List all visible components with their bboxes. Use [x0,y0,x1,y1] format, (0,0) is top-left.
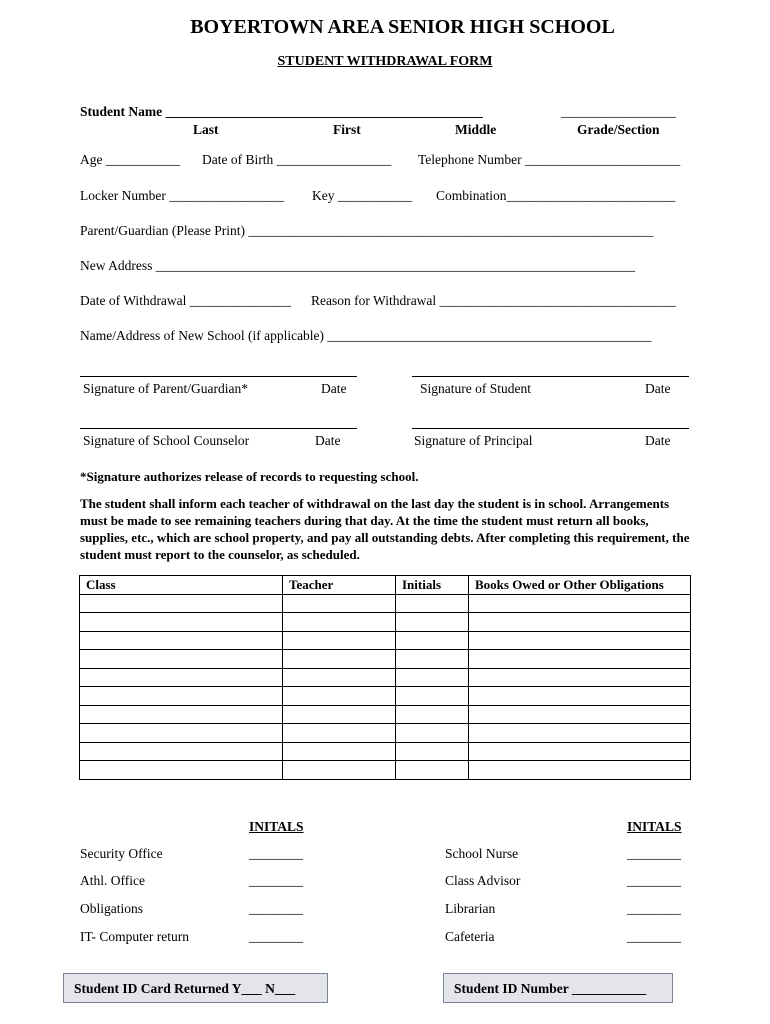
cell-obligations[interactable] [469,742,691,761]
office-athletics: Athl. Office [80,873,145,888]
cell-teacher[interactable] [283,594,396,613]
cell-class[interactable] [80,668,283,687]
header-initials: Initials [396,576,469,595]
initial-blank-athletics[interactable]: ________ [249,873,303,888]
cell-class[interactable] [80,650,283,669]
cell-teacher[interactable] [283,761,396,780]
cell-initials[interactable] [396,687,469,706]
cell-class[interactable] [80,687,283,706]
id-card-returned-box[interactable]: Student ID Card Returned Y___ N___ [63,973,328,1003]
parent-signature-line[interactable] [80,376,357,377]
initials-heading-right: INITALS [627,819,682,834]
new-address-field[interactable]: New Address _______________________________________________________________________ [80,258,635,273]
student-signature-label: Signature of Student [420,381,531,396]
cell-teacher[interactable] [283,687,396,706]
age-field[interactable]: Age ___________ [80,152,181,167]
cell-class[interactable] [80,705,283,724]
office-security: Security Office [80,846,163,861]
cell-obligations[interactable] [469,724,691,743]
cell-class[interactable] [80,613,283,632]
office-cafeteria: Cafeteria [445,929,495,944]
student-name-field[interactable]: Student Name _______________________________________________ [80,104,483,119]
cell-initials[interactable] [396,724,469,743]
key-field[interactable]: Key ___________ [312,188,413,203]
telephone-field[interactable]: Telephone Number _______________________ [418,152,681,167]
initial-blank-cafeteria[interactable]: ________ [627,929,681,944]
table-row [80,668,691,687]
cell-initials[interactable] [396,742,469,761]
cell-teacher[interactable] [283,613,396,632]
cell-obligations[interactable] [469,631,691,650]
combination-field[interactable]: Combination_________________________ [436,188,676,203]
cell-teacher[interactable] [283,650,396,669]
cell-initials[interactable] [396,594,469,613]
class-obligations-table [79,575,691,780]
cell-teacher[interactable] [283,742,396,761]
dob-field[interactable]: Date of Birth _________________ [202,152,392,167]
counselor-date-label: Date [315,433,341,448]
principal-signature-line[interactable] [412,428,689,429]
label-first: First [333,122,361,137]
header-teacher: Teacher [283,576,396,595]
locker-field[interactable]: Locker Number _________________ [80,188,284,203]
office-librarian: Librarian [445,901,496,916]
office-it-computer: IT- Computer return [80,929,189,944]
student-date-label: Date [645,381,671,396]
label-middle: Middle [455,122,497,137]
cell-obligations[interactable] [469,705,691,724]
cell-teacher[interactable] [283,724,396,743]
cell-initials[interactable] [396,705,469,724]
cell-initials[interactable] [396,650,469,669]
grade-section-field[interactable]: _________________ [561,104,676,119]
counselor-signature-label: Signature of School Counselor [83,433,250,448]
cell-class[interactable] [80,761,283,780]
cell-class[interactable] [80,631,283,650]
student-signature-line[interactable] [412,376,689,377]
table-row [80,687,691,706]
table-row [80,594,691,613]
parent-signature-label: Signature of Parent/Guardian* [83,381,248,396]
cell-teacher[interactable] [283,668,396,687]
table-row [80,724,691,743]
initial-blank-librarian[interactable]: ________ [627,901,681,916]
table-row [80,705,691,724]
label-last: Last [193,122,219,137]
cell-initials[interactable] [396,613,469,632]
cell-class[interactable] [80,594,283,613]
parent-date-label: Date [321,381,347,396]
table-row [80,742,691,761]
initial-blank-it[interactable]: ________ [249,929,303,944]
cell-teacher[interactable] [283,631,396,650]
new-school-field[interactable]: Name/Address of New School (if applicable) ________________________________________________ [80,328,652,343]
withdrawal-date-field[interactable]: Date of Withdrawal _______________ [80,293,292,308]
office-school-nurse: School Nurse [445,846,519,861]
cell-obligations[interactable] [469,687,691,706]
reason-field[interactable]: Reason for Withdrawal ___________________________________ [311,293,676,308]
parent-guardian-field[interactable]: Parent/Guardian (Please Print) ____________________________________________________________ [80,223,654,238]
cell-obligations[interactable] [469,761,691,780]
form-title: BOYERTOWN AREA SENIOR HIGH SCHOOL [190,16,615,38]
header-obligations: Books Owed or Other Obligations [469,576,691,595]
initial-blank-security[interactable]: ________ [249,846,303,861]
office-obligations: Obligations [80,901,143,916]
label-grade-section: Grade/Section [577,122,660,137]
cell-class[interactable] [80,724,283,743]
instructions-paragraph: The student shall inform each teacher of withdrawal on the last day the student is in school. Arrangements must be made to see remaining teachers during that day. At the time the student must return all books, supplies, etc., which are school property, and pay all outstanding debts. After completing this requirement, the student must report to the counselor, as scheduled. [80,496,690,562]
cell-initials[interactable] [396,668,469,687]
principal-date-label: Date [645,433,671,448]
table-row [80,761,691,780]
cell-class[interactable] [80,742,283,761]
counselor-signature-line[interactable] [80,428,357,429]
table-row [80,650,691,669]
table-header-row [80,576,691,595]
cell-teacher[interactable] [283,705,396,724]
cell-obligations[interactable] [469,650,691,669]
header-class: Class [80,576,283,595]
student-id-number-box[interactable]: Student ID Number ___________ [443,973,673,1003]
form-subtitle: STUDENT WITHDRAWAL FORM [277,54,493,69]
principal-signature-label: Signature of Principal [414,433,533,448]
signature-note: *Signature authorizes release of records to requesting school. [80,469,419,484]
table-row [80,631,691,650]
initial-blank-obligations[interactable]: ________ [249,901,303,916]
initials-heading-left: INITALS [249,819,304,834]
cell-initials[interactable] [396,761,469,780]
initial-blank-nurse[interactable]: ________ [627,846,681,861]
office-class-advisor: Class Advisor [445,873,521,888]
cell-initials[interactable] [396,631,469,650]
cell-obligations[interactable] [469,668,691,687]
cell-obligations[interactable] [469,613,691,632]
cell-obligations[interactable] [469,594,691,613]
initial-blank-advisor[interactable]: ________ [627,873,681,888]
table-row [80,613,691,632]
